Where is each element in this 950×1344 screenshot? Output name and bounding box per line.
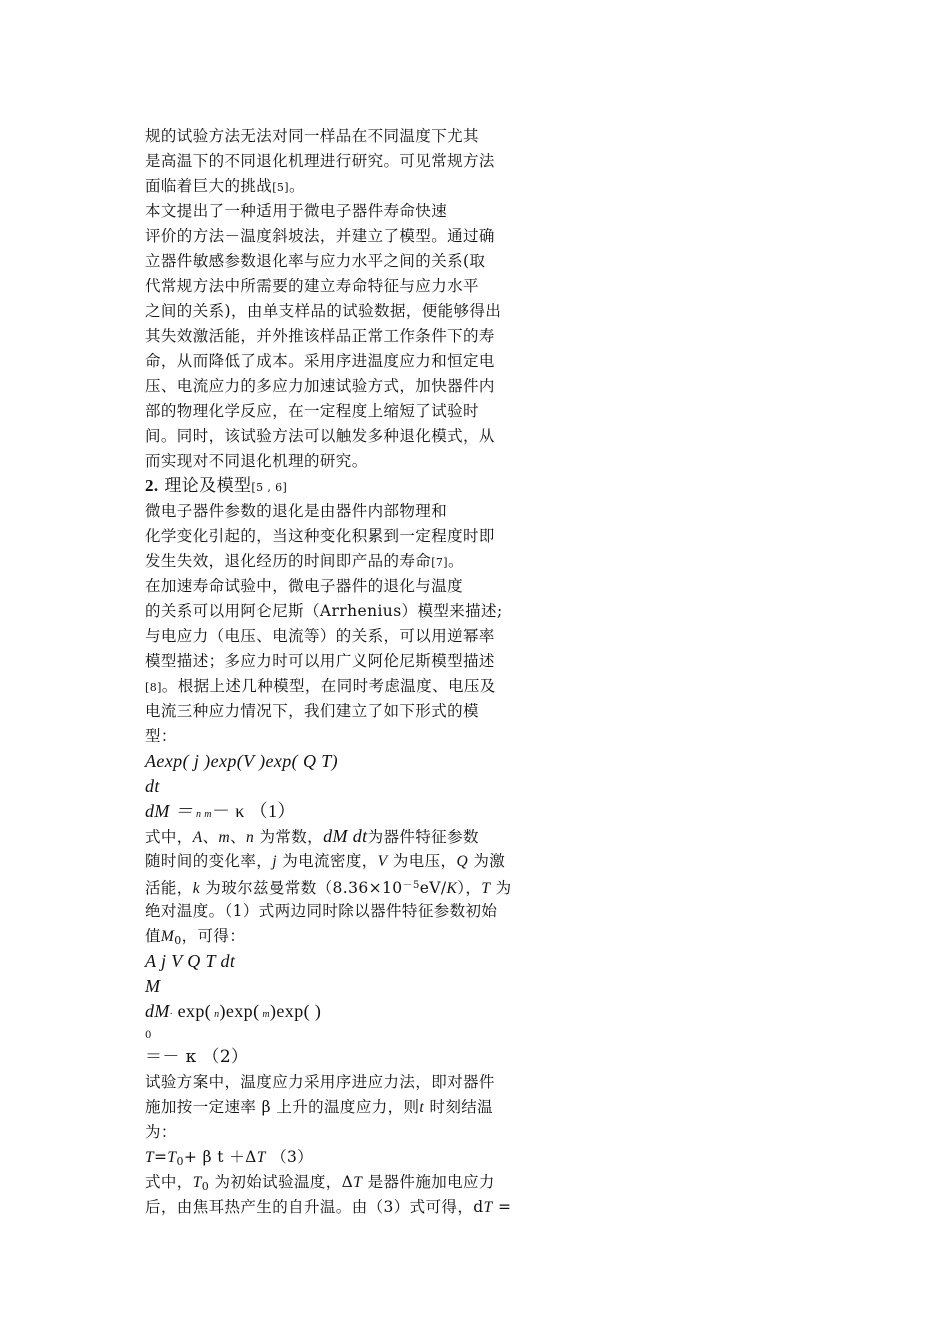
body-line: 式中，$T_0$ 为初始试验温度，ΔT 是器件施加电应力 — [145, 1173, 495, 1193]
equation-2-line: ＝－ κ （2） — [145, 1047, 249, 1067]
body-line: 与电应力（电压、电流等）的关系，可以用逆幂率 — [145, 627, 495, 645]
body-line: 电流三种应力情况下，我们建立了如下形式的模 — [145, 702, 479, 720]
body-line: 微电子器件参数的退化是由器件内部物理和 — [145, 502, 448, 520]
body-line: 面临着巨大的挑战[5]。 — [145, 177, 305, 195]
equation-2-line: M — [145, 976, 161, 996]
body-line: 试验方案中，温度应力采用序进应力法，即对器件 — [145, 1073, 495, 1091]
equation-3-line: $T=T_0+ \beta$ t ＋ΔT （3） — [145, 1148, 314, 1168]
body-line: 型： — [145, 727, 177, 745]
equation-1-line: dt — [145, 776, 160, 796]
body-line: 压、电流应力的多应力加速试验方式，加快器件内 — [145, 377, 495, 395]
body-line: 模型描述；多应力时可以用广义阿伦尼斯模型描述 — [145, 652, 495, 670]
body-line: 评价的方法－温度斜坡法，并建立了模型。通过确 — [145, 227, 495, 245]
body-line: 化学变化引起的，当这种变化积累到一定程度时即 — [145, 527, 495, 545]
equation-2-line: A j V Q T dt — [145, 951, 236, 971]
body-line: 代常规方法中所需要的建立寿命特征与应力水平 — [145, 277, 479, 295]
section-heading: 2. 理论及模型[5 , 6] — [145, 476, 288, 496]
body-line: 绝对温度。（1）式两边同时除以器件特征参数初始 — [145, 902, 498, 920]
body-line: 命，从而降低了成本。采用序进温度应力和恒定电 — [145, 352, 495, 370]
body-line: 间。同时，该试验方法可以触发多种退化模式，从 — [145, 427, 495, 445]
body-line: 而实现对不同退化机理的研究。 — [145, 452, 368, 470]
body-line: 部的物理化学反应，在一定程度上缩短了试验时 — [145, 402, 479, 420]
body-line: 后，由焦耳热产生的自升温。由（3）式可得，dT = — [145, 1198, 512, 1216]
body-line: [8]。根据上述几种模型，在同时考虑温度、电压及 — [145, 677, 496, 695]
equation-2-line: 0 — [145, 1030, 152, 1041]
body-line: 之间的关系)，由单支样品的试验数据，便能够得出 — [145, 302, 502, 320]
citation: [5] — [272, 181, 289, 194]
body-line: 施加按一定速率 β 上升的温度应力，则t 时刻结温 — [145, 1098, 494, 1116]
equation-2-line: dM· exp( n)exp( m)exp( ) — [145, 1001, 322, 1021]
citation: [5 , 6] — [251, 481, 288, 494]
citation: [7] — [431, 556, 448, 569]
body-line: 活能，k 为玻尔兹曼常数$(8.36\times 10^{-5}eV/K)$，T 为 — [145, 879, 512, 897]
body-line: 值$M_0$，可得： — [145, 927, 246, 947]
body-line: 在加速寿命试验中，微电子器件的退化与温度 — [145, 577, 464, 595]
body-line: 立器件敏感参数退化率与应力水平之间的关系(取 — [145, 252, 486, 270]
body-line: 是高温下的不同退化机理进行研究。可见常规方法 — [145, 152, 495, 170]
body-line: 随时间的变化率，j 为电流密度，V 为电压，Q 为激 — [145, 852, 506, 870]
body-line: 为： — [145, 1123, 177, 1141]
body-line: 规的试验方法无法对同一样品在不同温度下尤其 — [145, 127, 479, 145]
equation-1-line: dM ＝ n m－ κ （1） — [145, 801, 296, 821]
equation-1-line: Aexp( j )exp(V )exp( Q T) — [145, 751, 339, 771]
body-line: 本文提出了一种适用于微电子器件寿命快速 — [145, 202, 448, 220]
body-line: 式中，A、m、n 为常数，dM dt为器件特征参数 — [145, 826, 479, 846]
body-line: 其失效激活能，并外推该样品正常工作条件下的寿 — [145, 327, 495, 345]
body-line: 发生失效，退化经历的时间即产品的寿命[7]。 — [145, 552, 464, 570]
citation: [8] — [145, 681, 162, 694]
body-line: 的关系可以用阿仑尼斯（Arrhenius）模型来描述; — [145, 602, 503, 620]
